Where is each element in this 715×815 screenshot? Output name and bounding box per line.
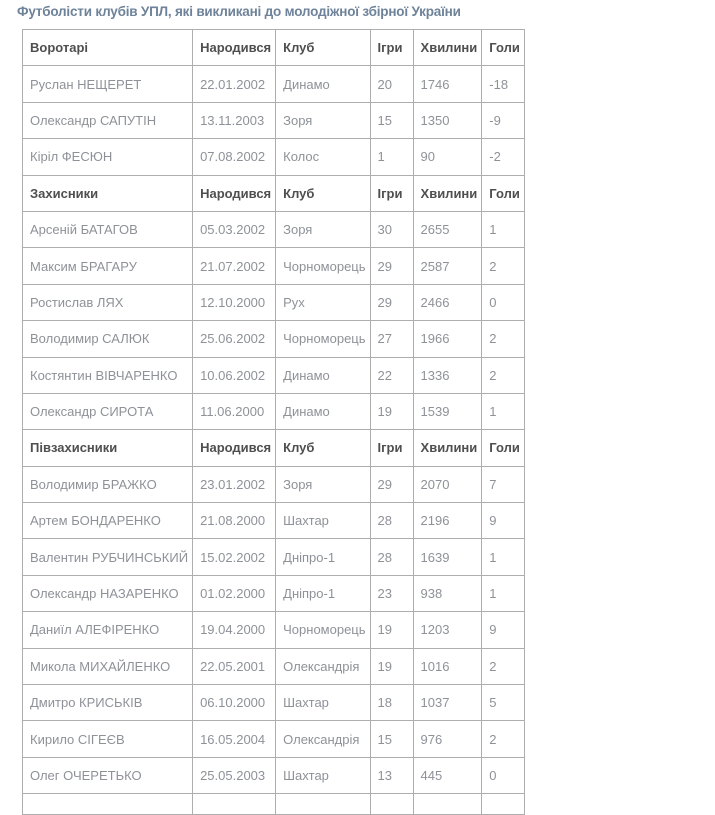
player-games-cell: 15: [370, 721, 413, 757]
player-goals-cell: 9: [482, 612, 525, 648]
column-header-minutes: Хвилини: [413, 430, 482, 466]
player-row: [23, 284, 525, 320]
player-row: [23, 575, 525, 611]
page-title: Футболісти клубів УПЛ, які викликані до молодіжної збірної України: [17, 4, 461, 19]
player-name-cell: Володимир БРАЖКО: [23, 466, 193, 502]
player-minutes-cell: 976: [413, 721, 482, 757]
player-row: [23, 757, 525, 793]
player-games-cell: 18: [370, 685, 413, 721]
player-minutes-cell: 2196: [413, 503, 482, 539]
player-goals-cell: 2: [482, 248, 525, 284]
column-header-club: Клуб: [276, 30, 370, 66]
player-minutes-cell: 1016: [413, 648, 482, 684]
players-table: [22, 29, 525, 815]
column-header-goals: Голи: [482, 30, 525, 66]
player-games-cell: 15: [370, 102, 413, 138]
player-games-cell: 13: [370, 757, 413, 793]
player-minutes-cell: [413, 794, 482, 815]
player-born-cell: 13.11.2003: [193, 102, 276, 138]
player-goals-cell: 1: [482, 211, 525, 247]
column-header-games: Ігри: [370, 30, 413, 66]
player-born-cell: 19.04.2000: [193, 612, 276, 648]
player-goals-cell: 1: [482, 539, 525, 575]
player-games-cell: 23: [370, 575, 413, 611]
player-club-cell: Дніпро-1: [276, 539, 370, 575]
player-club-cell: Рух: [276, 284, 370, 320]
player-born-cell: 06.10.2000: [193, 685, 276, 721]
player-born-cell: 15.02.2002: [193, 539, 276, 575]
player-games-cell: 29: [370, 248, 413, 284]
player-games-cell: 19: [370, 393, 413, 429]
player-minutes-cell: 938: [413, 575, 482, 611]
player-name-cell: Даниїл АЛЕФІРЕНКО: [23, 612, 193, 648]
player-games-cell: 28: [370, 539, 413, 575]
player-minutes-cell: 2070: [413, 466, 482, 502]
player-row: [23, 393, 525, 429]
column-header-club: Клуб: [276, 430, 370, 466]
player-club-cell: Олександрія: [276, 721, 370, 757]
player-name-cell: Олександр СИРОТА: [23, 393, 193, 429]
player-born-cell: 22.05.2001: [193, 648, 276, 684]
column-header-born: Народився: [193, 30, 276, 66]
player-name-cell: Володимир САЛЮК: [23, 321, 193, 357]
player-club-cell: Динамо: [276, 357, 370, 393]
player-row: [23, 466, 525, 502]
player-club-cell: Зоря: [276, 466, 370, 502]
player-club-cell: Чорноморець: [276, 248, 370, 284]
player-row: [23, 503, 525, 539]
player-row: [23, 685, 525, 721]
player-row: [23, 357, 525, 393]
player-row: [23, 102, 525, 138]
player-name-cell: Микола МИХАЙЛЕНКО: [23, 648, 193, 684]
player-goals-cell: 1: [482, 575, 525, 611]
player-games-cell: 1: [370, 139, 413, 175]
player-name-cell: Арсеній БАТАГОВ: [23, 211, 193, 247]
player-games-cell: 30: [370, 211, 413, 247]
player-club-cell: Олександрія: [276, 648, 370, 684]
player-goals-cell: 2: [482, 648, 525, 684]
player-club-cell: Колос: [276, 139, 370, 175]
column-header-minutes: Хвилини: [413, 30, 482, 66]
player-club-cell: Чорноморець: [276, 612, 370, 648]
column-header-games: Ігри: [370, 175, 413, 211]
player-name-cell: Кирило СІГЕЄВ: [23, 721, 193, 757]
column-header-minutes: Хвилини: [413, 175, 482, 211]
column-header-goals: Голи: [482, 430, 525, 466]
player-games-cell: 19: [370, 612, 413, 648]
player-name-cell: Дмитро КРИСЬКІВ: [23, 685, 193, 721]
player-club-cell: Чорноморець: [276, 321, 370, 357]
player-name-cell: Костянтин ВІВЧАРЕНКО: [23, 357, 193, 393]
player-born-cell: 01.02.2000: [193, 575, 276, 611]
player-row: [23, 612, 525, 648]
player-club-cell: Динамо: [276, 393, 370, 429]
player-club-cell: [276, 794, 370, 815]
player-goals-cell: 2: [482, 321, 525, 357]
player-minutes-cell: 1336: [413, 357, 482, 393]
player-name-cell: Валентин РУБЧИНСЬКИЙ: [23, 539, 193, 575]
player-goals-cell: 7: [482, 466, 525, 502]
player-born-cell: 10.06.2002: [193, 357, 276, 393]
player-row: [23, 248, 525, 284]
column-header-born: Народився: [193, 430, 276, 466]
players-table-body: [23, 30, 525, 815]
player-minutes-cell: 2466: [413, 284, 482, 320]
player-games-cell: 29: [370, 284, 413, 320]
player-club-cell: Зоря: [276, 102, 370, 138]
player-born-cell: 12.10.2000: [193, 284, 276, 320]
player-minutes-cell: 1350: [413, 102, 482, 138]
player-minutes-cell: 2655: [413, 211, 482, 247]
player-minutes-cell: 1037: [413, 685, 482, 721]
section-header-row: [23, 175, 525, 211]
player-born-cell: 25.05.2003: [193, 757, 276, 793]
player-row: [23, 139, 525, 175]
player-goals-cell: 0: [482, 757, 525, 793]
player-row: [23, 66, 525, 102]
player-name-cell: Олег ОЧЕРЕТЬКО: [23, 757, 193, 793]
player-born-cell: 23.01.2002: [193, 466, 276, 502]
section-title-cell: Воротарі: [23, 30, 193, 66]
player-minutes-cell: 1203: [413, 612, 482, 648]
player-born-cell: [193, 794, 276, 815]
player-name-cell: Кіріл ФЕСЮН: [23, 139, 193, 175]
player-minutes-cell: 90: [413, 139, 482, 175]
player-goals-cell: [482, 794, 525, 815]
player-games-cell: [370, 794, 413, 815]
player-club-cell: Зоря: [276, 211, 370, 247]
section-header-row: [23, 30, 525, 66]
player-row: [23, 321, 525, 357]
player-minutes-cell: 2587: [413, 248, 482, 284]
player-minutes-cell: 1539: [413, 393, 482, 429]
player-minutes-cell: 1966: [413, 321, 482, 357]
player-row: [23, 211, 525, 247]
player-games-cell: 20: [370, 66, 413, 102]
player-games-cell: 29: [370, 466, 413, 502]
section-title-cell: Півзахисники: [23, 430, 193, 466]
player-goals-cell: -9: [482, 102, 525, 138]
player-club-cell: Дніпро-1: [276, 575, 370, 611]
player-goals-cell: -18: [482, 66, 525, 102]
player-born-cell: 16.05.2004: [193, 721, 276, 757]
player-born-cell: 05.03.2002: [193, 211, 276, 247]
player-goals-cell: -2: [482, 139, 525, 175]
player-games-cell: 27: [370, 321, 413, 357]
player-goals-cell: 9: [482, 503, 525, 539]
player-born-cell: 25.06.2002: [193, 321, 276, 357]
player-club-cell: Динамо: [276, 66, 370, 102]
player-born-cell: 21.08.2000: [193, 503, 276, 539]
player-minutes-cell: 445: [413, 757, 482, 793]
player-born-cell: 21.07.2002: [193, 248, 276, 284]
player-minutes-cell: 1639: [413, 539, 482, 575]
player-goals-cell: 1: [482, 393, 525, 429]
player-goals-cell: 5: [482, 685, 525, 721]
player-club-cell: Шахтар: [276, 757, 370, 793]
section-title-cell: Захисники: [23, 175, 193, 211]
player-row: [23, 539, 525, 575]
player-games-cell: 19: [370, 648, 413, 684]
player-name-cell: Олександр САПУТІН: [23, 102, 193, 138]
player-club-cell: Шахтар: [276, 685, 370, 721]
player-born-cell: 11.06.2000: [193, 393, 276, 429]
player-name-cell: [23, 794, 193, 815]
player-goals-cell: 2: [482, 357, 525, 393]
player-name-cell: Ростислав ЛЯХ: [23, 284, 193, 320]
player-row: [23, 721, 525, 757]
section-header-row: [23, 430, 525, 466]
column-header-games: Ігри: [370, 430, 413, 466]
partial-row: [23, 794, 525, 815]
player-row: [23, 648, 525, 684]
player-goals-cell: 0: [482, 284, 525, 320]
player-games-cell: 22: [370, 357, 413, 393]
player-goals-cell: 2: [482, 721, 525, 757]
player-name-cell: Артем БОНДАРЕНКО: [23, 503, 193, 539]
player-born-cell: 07.08.2002: [193, 139, 276, 175]
player-games-cell: 28: [370, 503, 413, 539]
player-born-cell: 22.01.2002: [193, 66, 276, 102]
player-club-cell: Шахтар: [276, 503, 370, 539]
column-header-born: Народився: [193, 175, 276, 211]
player-name-cell: Олександр НАЗАРЕНКО: [23, 575, 193, 611]
column-header-club: Клуб: [276, 175, 370, 211]
player-minutes-cell: 1746: [413, 66, 482, 102]
player-name-cell: Максим БРАГАРУ: [23, 248, 193, 284]
player-name-cell: Руслан НЕЩЕРЕТ: [23, 66, 193, 102]
column-header-goals: Голи: [482, 175, 525, 211]
